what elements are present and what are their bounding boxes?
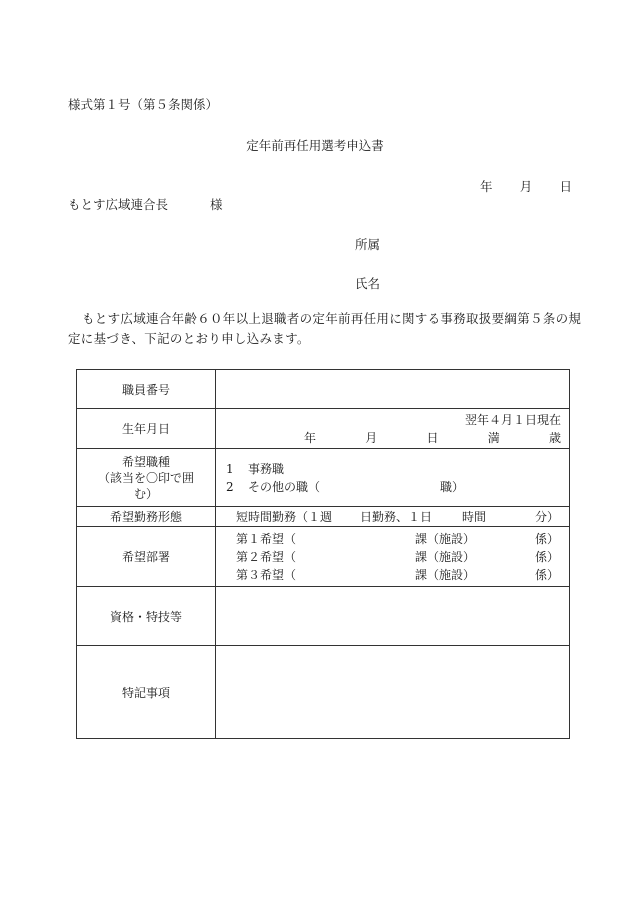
- row-employee-number: [77, 370, 570, 409]
- job-option-2-end: 職）: [440, 479, 465, 494]
- choice-1-unit: 係）: [534, 531, 559, 546]
- remarks-label: 特記事項: [77, 646, 216, 739]
- work-form-hours: 時間: [462, 510, 487, 524]
- desired-job-label-line3: む）: [133, 486, 158, 501]
- department-choice-3[interactable]: [216, 566, 569, 584]
- row-desired-job: [77, 449, 570, 507]
- choice-3-unit: 係）: [534, 567, 559, 582]
- date-year: 年: [480, 179, 493, 194]
- desired-job-label: [77, 449, 216, 507]
- desired-job-field[interactable]: [216, 449, 570, 507]
- body-text: もとす広域連合年齢６０年以上退職者の定年前再任用に関する事務取扱要綱第５条の規定に基づき、下記のとおり申し込みます。: [68, 311, 582, 346]
- row-birth-date: [77, 409, 570, 449]
- row-department: [77, 527, 570, 587]
- addressee-name: もとす広域連合長: [68, 197, 169, 212]
- honorific: 様: [210, 197, 223, 212]
- remarks-field[interactable]: [216, 646, 570, 739]
- work-form-prefix: 短時間勤務（１週: [236, 510, 333, 524]
- department-choice-1[interactable]: [216, 530, 569, 548]
- birth-year: 年: [304, 430, 317, 445]
- name-label: 氏名: [355, 276, 381, 291]
- work-form-days: 日勤務、１日: [360, 510, 433, 524]
- work-form-field[interactable]: [216, 507, 570, 527]
- desired-job-label-line1: 希望職種: [121, 454, 170, 469]
- row-remarks: [77, 646, 570, 739]
- choice-1-label: 第１希望（: [236, 531, 297, 546]
- row-work-form: [77, 507, 570, 527]
- job-option-2-number: 2: [226, 479, 234, 494]
- job-option-1[interactable]: [216, 460, 569, 478]
- employee-number-label: 職員番号: [77, 370, 216, 409]
- employee-number-field[interactable]: [216, 370, 570, 409]
- application-table: [76, 369, 570, 739]
- affiliation-label: 所属: [355, 237, 381, 252]
- department-field[interactable]: [216, 527, 570, 587]
- job-option-1-label: 事務職: [248, 461, 285, 476]
- birth-day: 日: [426, 430, 439, 445]
- as-of-note: 翌年４月１日現在: [464, 412, 561, 427]
- job-option-1-number: 1: [226, 461, 234, 476]
- job-option-2-label: その他の職（: [248, 479, 321, 494]
- age-unit: 歳: [548, 430, 561, 445]
- department-label: 希望部署: [77, 527, 216, 587]
- birth-date-label: 生年月日: [77, 409, 216, 449]
- age-full: 満: [487, 430, 500, 445]
- date-month: 月: [519, 179, 533, 194]
- choice-2-unit: 係）: [534, 549, 559, 564]
- choice-2-section: 課（施設）: [414, 549, 475, 564]
- choice-3-label: 第３希望（: [236, 567, 297, 582]
- choice-2-label: 第２希望（: [236, 549, 297, 564]
- row-qualifications: [77, 587, 570, 646]
- birth-month: 月: [365, 430, 378, 445]
- choice-3-section: 課（施設）: [414, 567, 475, 582]
- department-choice-2[interactable]: [216, 548, 569, 566]
- desired-job-label-line2: （該当を〇印で囲: [97, 470, 194, 485]
- addressee: [68, 195, 223, 213]
- form-number: 様式第１号（第５条関係）: [68, 97, 219, 112]
- date-line: [480, 177, 572, 195]
- work-form-minutes: 分）: [534, 510, 559, 524]
- qualifications-field[interactable]: [216, 587, 570, 646]
- job-option-2[interactable]: [216, 478, 569, 496]
- document-title: 定年前再任用選考申込書: [246, 138, 384, 153]
- date-day: 日: [559, 179, 572, 194]
- work-form-label: 希望勤務形態: [77, 507, 216, 527]
- choice-1-section: 課（施設）: [414, 531, 475, 546]
- qualifications-label: 資格・特技等: [77, 587, 216, 646]
- birth-date-field[interactable]: [216, 409, 570, 449]
